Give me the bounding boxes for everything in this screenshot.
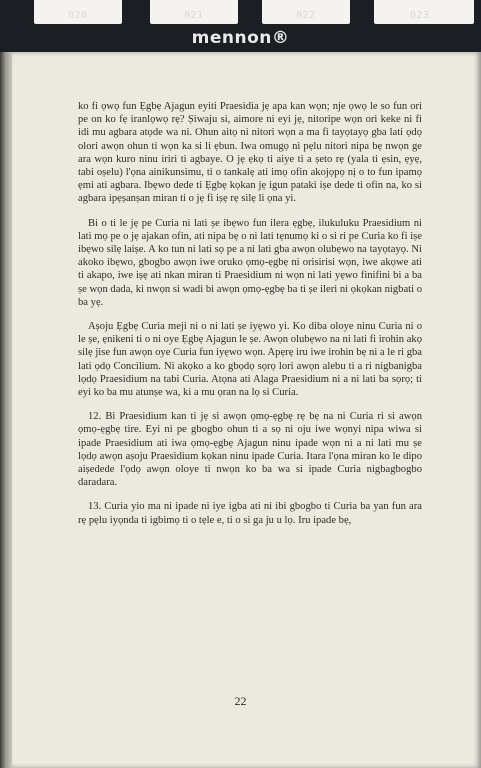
frame-number: 022 (296, 10, 316, 21)
frame-number: 020 (68, 10, 88, 21)
paragraph: Aṣoju Ẹgbẹ Curia meji ni o ni lati ṣe iyẹwo yi. Ko diba oloye ninu Curia ni o le ṣe, ẹnikeni ti o ni oye Ẹgbẹ Ajagun le ṣe. Awọn olubẹwo na ni lati fi irohin akọ silẹ jise fun awọn oye Curia fun iyẹwo wọn. Apẹrẹ iru iwe irohin bẹ ni a le ri gba lati ọdọ Concilium. Ni akọko a ko gbọdọ sọrọ lori awọn alebu ti a ri nigbanigba lọdọ Praesidium na tabi Curia. Atọna ati Alaga Praesidium ni a ni lati ba sọrọ; ti eyi ko ba mu atunṣe wa, ki a mu ọran na lọ si Curia. (78, 321, 422, 399)
film-strip (0, 0, 481, 56)
page-number: 22 (234, 694, 247, 708)
frame-number: 021 (184, 10, 204, 21)
frame-number: 023 (410, 10, 430, 21)
paragraph: 13. Curia yio ma ni ipade ni iye igba ati ni ibi gbogbo ti Curia ba yan fun ara rẹ pẹlu iyọnda ti igbimọ ti o tẹle e, ti o si ga ju u lọ. Iru ipade bẹ, (78, 501, 422, 526)
page-text (78, 100, 422, 527)
paragraph: 12. Bi Praesidium kan ti jẹ si awọn ọmọ-ẹgbẹ rẹ bẹ na ni Curia ri si awọn ọmọ-ẹgbẹ tire. Eyi ni pe gbogbo ohun ti a sọ ni oju iwe wọnyi nipa wiwa si ipade Praesidium ati iwa ọmọ-ẹgbẹ Ajagun ninu ipade wọn ni a ni lati mu ṣe lọdọ awọn aṣoju Praesidium kọkan ninu ipade Curia. Itara l'ọna miran ko le dipo aiṣedede l'ọdọ awọn oloye ti nwọn ko ba wa si ipade Curia nigbagbogbo daradara. (78, 411, 422, 489)
paragraph: ko fi ọwọ fun Ẹgbẹ Ajagun eyiti Praesidia jẹ apa kan wọn; nje ọwọ le so fun ori pe on ko fẹ iranlọwọ rẹ? Ṣiwaju si, aimore ni eyi jẹ, nitoripe wọn ori keke ni fi idi mu agbara atọde wa ni. Ohun aitọ ni nitori wọn a ma fi tayọtayọ gba lati ọdọ olori awọn ohun ti wọn ka si li ẹbun. Iwa omugọ ni pẹlu nitori nipa bẹ nwọn ge ara wọn kuro ninu iriri ti agbaye. O jẹ ẹkọ ti aiye ti a ṣeto rẹ (yala ti ẹsin, ẹyẹ, tabi oṣelu) l'ọna ainikunsimu, ti o tankalẹ ati imọ ofin akojọpọ nị o to fun ipamọ ẹmi ati agbara. Ibẹwo dede ti Ẹgbẹ kọkan jẹ igun pataki iṣe dede ti ofin na, ko si agbara ipẹṣanṣan miran ti o jẹ fi iṣẹ rẹ silẹ li ọna yi. (78, 101, 422, 205)
paragraph: Bi o ti le jẹ pe Curia ni lati ṣe ibẹwo fun ilera ẹgbẹ, ilukuluku Praesidium ni lati mọ pe o jẹ ajakan ofin, ati nipa bẹ o ni lati tẹnumọ ki o si ri pe Curia ko fi iṣe ibẹwo silẹ laiṣe. A ko tun ni lati sọ pe a ni lati gba awọn olubẹwo na tayọtayọ. Ni akoko ibẹwo, gbogbo awọn iwe oruko ọmọ-ẹgbẹ ni orisirisi wọn, iwe akọwe ati ti akapo, iwe iṣẹ ati nkan miran ti Praesidium ni wọn ni lati yẹwo finifini bi a ba ṣe wọn dada, ki nwọn si wadi bi awọn ọmọ-ẹgbẹ ba ti ṣe ileri ni ọkọkan nigbati o ba yẹ. (78, 217, 422, 308)
scanner-brand-logo: mennon® (191, 28, 290, 48)
